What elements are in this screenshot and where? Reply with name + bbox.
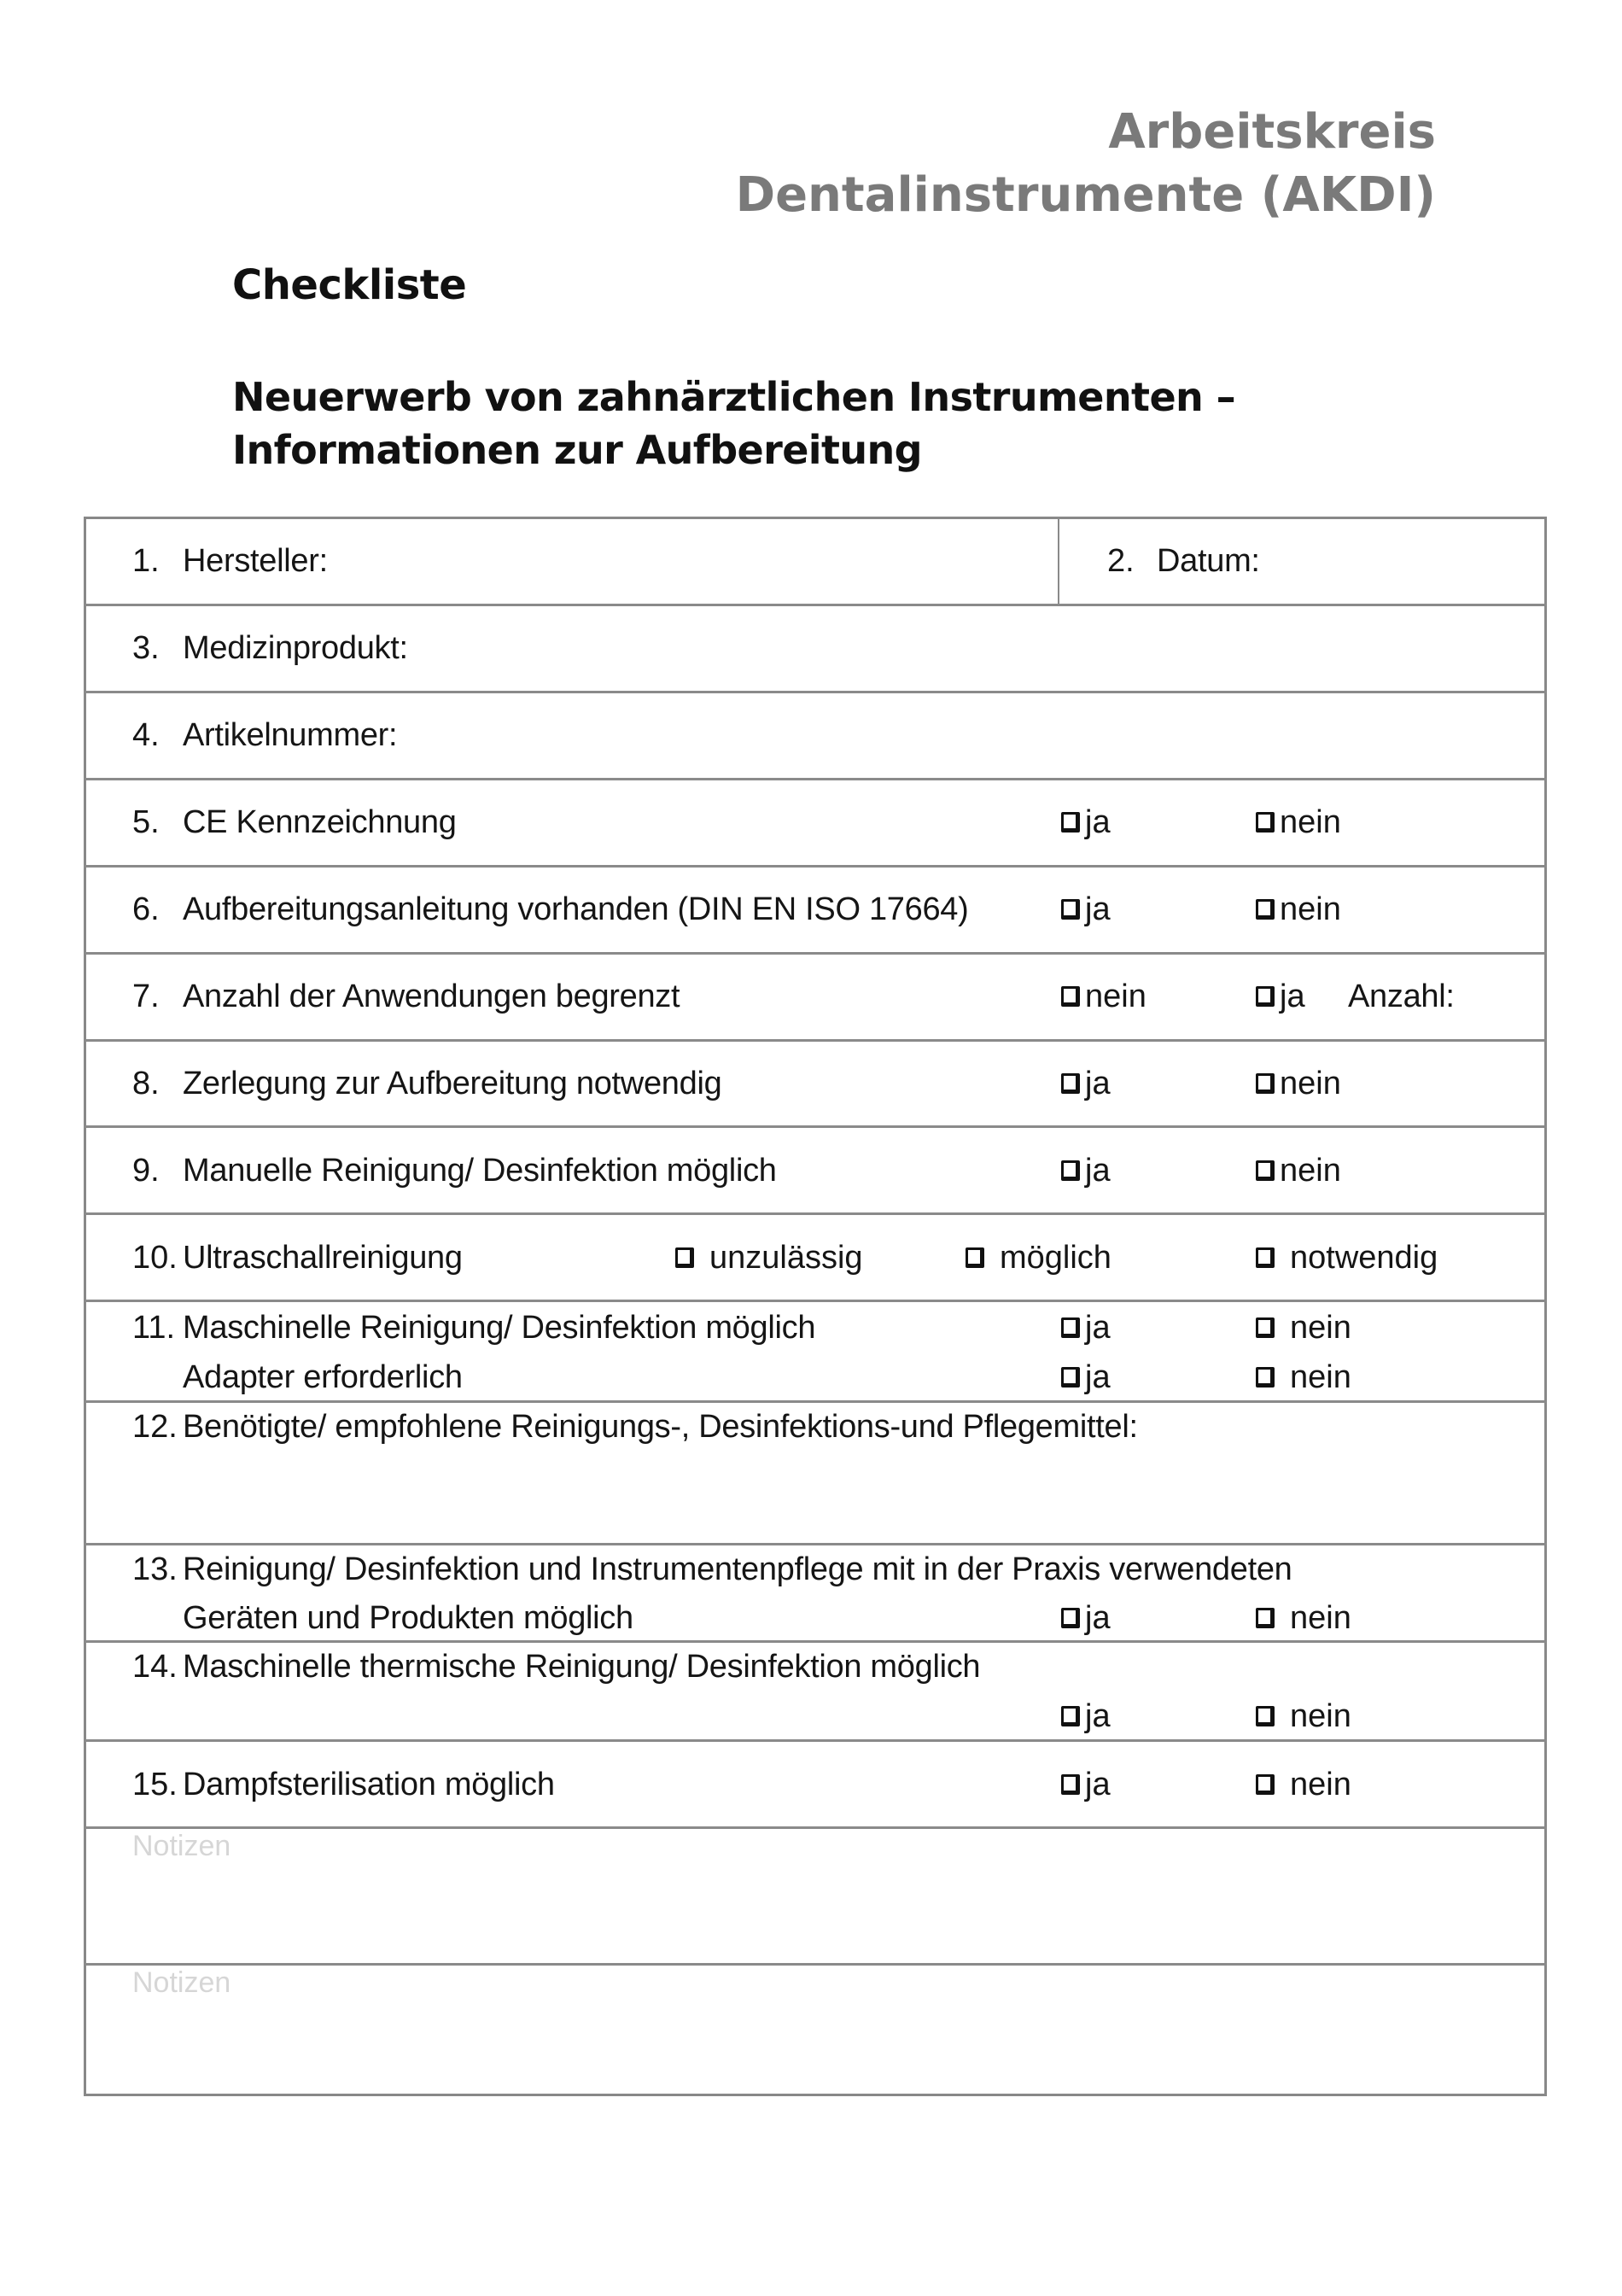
item-9-label: Manuelle Reinigung/ Desinfektion möglich — [183, 1153, 777, 1189]
checkbox-icon[interactable] — [966, 1247, 984, 1268]
item-7-count-label: Anzahl: — [1348, 979, 1455, 1014]
item-7-option-nein[interactable]: nein — [1061, 977, 1146, 1016]
item-8-option-ja[interactable]: ja — [1061, 1064, 1111, 1103]
row-divider — [84, 1826, 1547, 1829]
row-divider — [84, 778, 1547, 780]
document-subtitle — [232, 371, 1235, 476]
item-9-number: 9. — [132, 1153, 160, 1189]
item-15-label: Dampfsterilisation möglich — [183, 1767, 555, 1802]
item-12-label: Benötigte/ empfohlene Reinigungs-, Desinfektions-und Pflegemittel: — [183, 1409, 1138, 1445]
checkbox-icon[interactable] — [1256, 1247, 1275, 1268]
item-11-number: 11. — [132, 1310, 176, 1346]
row-divider — [84, 1212, 1547, 1215]
item-5-option-nein[interactable]: nein — [1256, 803, 1341, 842]
item-2-number: 2. — [1107, 543, 1135, 579]
row-divider — [84, 1400, 1547, 1403]
item-14-number: 14. — [132, 1649, 178, 1685]
item-14-option-ja[interactable]: ja — [1061, 1697, 1111, 1736]
item-9-option-nein[interactable]: nein — [1256, 1151, 1341, 1190]
item-2-label: Datum: — [1157, 543, 1260, 579]
item-1-label: Hersteller: — [183, 543, 328, 579]
org-name-line1: Arbeitskreis — [1108, 104, 1436, 160]
row-divider — [84, 1039, 1547, 1042]
subtitle-line1: Neuerwerb von zahnärztlichen Instrumenten – — [232, 374, 1236, 420]
item-10-number: 10. — [132, 1240, 178, 1276]
item-13-option-ja[interactable]: ja — [1061, 1598, 1111, 1638]
row-divider — [84, 1640, 1547, 1643]
checkbox-icon[interactable] — [1061, 1367, 1080, 1388]
item-13-label-line2: Geräten und Produkten möglich — [183, 1600, 633, 1636]
item-8-number: 8. — [132, 1066, 160, 1101]
item-14-label: Maschinelle thermische Reinigung/ Desinfektion möglich — [183, 1649, 981, 1685]
item-6-number: 6. — [132, 891, 160, 927]
item-10-option-notwendig[interactable]: notwendig — [1256, 1238, 1438, 1277]
item-15-number: 15. — [132, 1767, 178, 1802]
checkbox-icon[interactable] — [1061, 812, 1080, 833]
notes-field-1[interactable]: Notizen — [132, 1830, 231, 1862]
item-11-sub-option-nein[interactable]: nein — [1256, 1358, 1351, 1397]
checkbox-icon[interactable] — [1256, 1774, 1275, 1795]
item-3-number: 3. — [132, 630, 160, 666]
item-6-option-nein[interactable]: nein — [1256, 890, 1341, 929]
checkbox-icon[interactable] — [1256, 1073, 1275, 1094]
checkbox-icon[interactable] — [1061, 1774, 1080, 1795]
checkbox-icon[interactable] — [1061, 986, 1080, 1007]
checkbox-icon[interactable] — [1256, 1367, 1275, 1388]
checkbox-icon[interactable] — [1256, 986, 1275, 1007]
checkbox-icon[interactable] — [1061, 1160, 1080, 1181]
checkbox-icon[interactable] — [1061, 1073, 1080, 1094]
row-divider — [84, 1963, 1547, 1966]
item-13-option-nein[interactable]: nein — [1256, 1598, 1351, 1638]
item-10-option-moeglich[interactable]: möglich — [966, 1238, 1111, 1277]
row-divider — [84, 1125, 1547, 1128]
notes-field-2[interactable]: Notizen — [132, 1966, 231, 1999]
org-name-line2: Dentalinstrumente (AKDI) — [735, 167, 1436, 223]
item-5-label: CE Kennzeichnung — [183, 804, 457, 840]
subtitle-line2: Informationen zur Aufbereitung — [232, 427, 922, 473]
checkbox-icon[interactable] — [1061, 1317, 1080, 1338]
item-8-option-nein[interactable]: nein — [1256, 1064, 1341, 1103]
item-11-option-ja[interactable]: ja — [1061, 1308, 1111, 1347]
item-15-option-nein[interactable]: nein — [1256, 1765, 1351, 1804]
row-divider — [84, 604, 1547, 606]
row-divider — [84, 1300, 1547, 1302]
item-10-label: Ultraschallreinigung — [183, 1240, 463, 1276]
item-5-option-ja[interactable]: ja — [1061, 803, 1111, 842]
item-6-label: Aufbereitungsanleitung vorhanden (DIN EN ISO 17664) — [183, 891, 969, 927]
item-7-option-ja[interactable]: ja — [1256, 977, 1305, 1016]
item-5-number: 5. — [132, 804, 160, 840]
item-6-option-ja[interactable]: ja — [1061, 890, 1111, 929]
row-divider — [84, 952, 1547, 955]
item-3-label: Medizinprodukt: — [183, 630, 408, 666]
checkbox-icon[interactable] — [1256, 1706, 1275, 1726]
checkbox-icon[interactable] — [1256, 1317, 1275, 1338]
item-11-label: Maschinelle Reinigung/ Desinfektion möglich — [183, 1310, 816, 1346]
checkbox-icon[interactable] — [1256, 1160, 1275, 1181]
item-9-option-ja[interactable]: ja — [1061, 1151, 1111, 1190]
item-7-number: 7. — [132, 979, 160, 1014]
checkbox-icon[interactable] — [1061, 1608, 1080, 1628]
checkbox-icon[interactable] — [1256, 1608, 1275, 1628]
item-11-option-nein[interactable]: nein — [1256, 1308, 1351, 1347]
checkbox-icon[interactable] — [1256, 899, 1275, 920]
item-11-sub-label: Adapter erforderlich — [183, 1359, 463, 1395]
row-divider — [84, 1543, 1547, 1545]
item-13-label: Reinigung/ Desinfektion und Instrumentenpflege mit in der Praxis verwendeten — [183, 1551, 1292, 1587]
checkbox-icon[interactable] — [1061, 1706, 1080, 1726]
row-divider — [84, 865, 1547, 868]
column-divider — [1058, 517, 1059, 605]
item-11-sub-option-ja[interactable]: ja — [1061, 1358, 1111, 1397]
row-divider — [84, 691, 1547, 693]
item-4-label: Artikelnummer: — [183, 717, 398, 753]
item-7-label: Anzahl der Anwendungen begrenzt — [183, 979, 680, 1014]
checkbox-icon[interactable] — [675, 1247, 694, 1268]
item-8-label: Zerlegung zur Aufbereitung notwendig — [183, 1066, 722, 1101]
row-divider — [84, 1739, 1547, 1742]
item-14-option-nein[interactable]: nein — [1256, 1697, 1351, 1736]
item-12-number: 12. — [132, 1409, 178, 1445]
checkbox-icon[interactable] — [1256, 812, 1275, 833]
item-15-option-ja[interactable]: ja — [1061, 1765, 1111, 1804]
item-4-number: 4. — [132, 717, 160, 753]
document-title: Checkliste — [232, 261, 467, 309]
item-1-number: 1. — [132, 543, 160, 579]
item-13-number: 13. — [132, 1551, 178, 1587]
item-10-option-unzulaessig[interactable]: unzulässig — [675, 1238, 863, 1277]
checkbox-icon[interactable] — [1061, 899, 1080, 920]
